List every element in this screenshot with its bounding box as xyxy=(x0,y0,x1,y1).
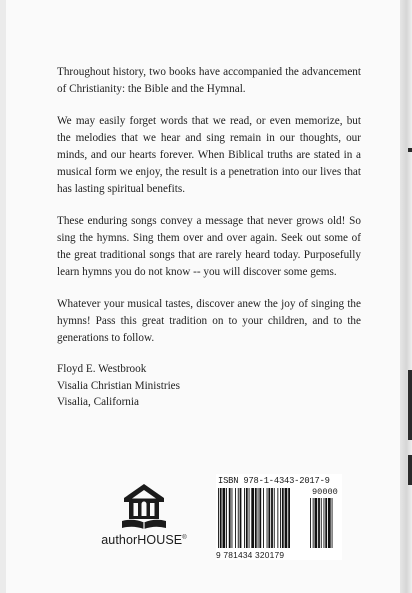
author-name: Floyd E. Westbrook xyxy=(57,363,147,375)
paragraph-3: These enduring songs convey a message that never grows old! So sing the hymns. Sing them over and over again. Seek out some of the great traditional songs that are rarely heard today. Purposefully learn hymns you do not know -- you will discover some gems. xyxy=(57,215,361,278)
publisher-logo xyxy=(94,480,194,560)
publisher-name: authorHOUSE® xyxy=(101,533,187,547)
paragraph-4: Whatever your musical tastes, discover anew the joy of singing the hymns! Pass this great tradition on to your children, and to the generations to follow. xyxy=(57,298,361,344)
price-code: 90000 xyxy=(312,487,338,497)
author-organization: Visalia Christian Ministries xyxy=(57,379,181,392)
book-spine-edge xyxy=(400,0,412,593)
author-location: Visalia, California xyxy=(57,396,139,408)
back-cover-text xyxy=(57,64,361,411)
isbn-label: ISBN 978-1-4343-2017-9 xyxy=(218,476,330,486)
authorhouse-house-book-icon xyxy=(118,480,170,532)
signature-block xyxy=(57,361,361,411)
isbn-digits: 9 781434 320179 xyxy=(216,550,285,560)
paragraph-1: Throughout history, two books have accompanied the advancement of Christianity: the Bible and the Hymnal. xyxy=(57,66,361,95)
barcode-bars xyxy=(218,488,340,550)
paragraph-2: We may easily forget words that we read, or even memorize, but the melodies that we hear and sing remain in our thoughts, our minds, and our hearts forever. When Biblical truths are stated in a musical form we enjoy, the result is a penetration into our lives that has lasting spiritual benefits. xyxy=(57,115,361,195)
